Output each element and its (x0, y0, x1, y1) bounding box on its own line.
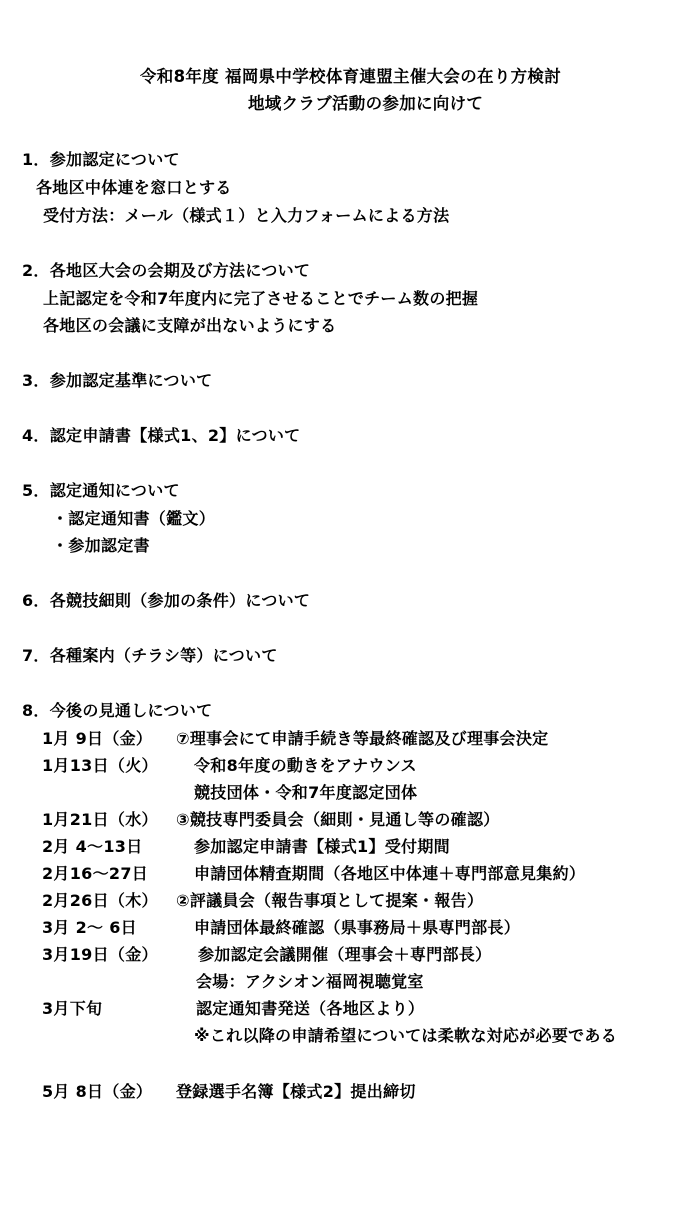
schedule-event: 会場：アクシオン福岡視聴覚室 (196, 972, 424, 991)
schedule-event: ②評議員会（報告事項として提案・報告） (176, 891, 484, 910)
schedule-date: 2月26日（木） (42, 891, 158, 910)
section-8-heading: 8．今後の見通しについて (22, 701, 213, 720)
title-line-1: 令和8年度 福岡県中学校体育連盟主催大会の在り方検討 (140, 67, 562, 86)
schedule-date: 1月21日（水） (42, 810, 158, 829)
section-7-heading: 7．各種案内（チラシ等）について (22, 646, 278, 665)
section-5-heading: 5．認定通知について (22, 481, 180, 500)
section-1-heading: 1．参加認定について (22, 150, 180, 169)
schedule-date: 1月13日（火） (42, 756, 158, 775)
section-5-item-1: ・認定通知書（鑑文） (52, 509, 216, 528)
section-4-heading: 4．認定申請書【様式1、2】について (22, 426, 301, 445)
schedule-event: 認定通知書発送（各地区より） (196, 999, 425, 1018)
section-3-heading: 3．参加認定基準について (22, 371, 213, 390)
schedule-event: ⑦理事会にて申請手続き等最終確認及び理事会決定 (176, 729, 549, 748)
schedule-event: ③競技専門委員会（細則・見通し等の確認） (176, 810, 500, 829)
schedule-event: 令和8年度の動きをアナウンス (194, 756, 417, 775)
schedule-date: 3月下旬 (42, 999, 103, 1018)
section-5-item-2: ・参加認定書 (52, 536, 150, 555)
deadline-event: 登録選手名簿【様式2】提出締切 (176, 1082, 416, 1101)
section-2-line-1: 上記認定を令和7年度内に完了させることでチーム数の把握 (43, 289, 479, 308)
schedule-event: 申請団体精査期間（各地区中体連＋専門部意見集約） (194, 864, 586, 883)
schedule-date: 3月 2～ 6日 (42, 918, 137, 937)
schedule-event: 参加認定会議開催（理事会＋専門部長） (198, 945, 492, 964)
section-6-heading: 6．各競技細則（参加の条件）について (22, 591, 311, 610)
section-1-line-1: 各地区中体連を窓口とする (36, 178, 232, 197)
schedule-date: 1月 9日（金） (42, 729, 153, 748)
section-1-line-2: 受付方法：メール（様式１）と入力フォームによる方法 (43, 206, 450, 225)
schedule-date: 2月16～27日 (42, 864, 149, 883)
deadline-date: 5月 8日（金） (42, 1082, 153, 1101)
schedule-event: 申請団体最終確認（県事務局＋県専門部長） (194, 918, 521, 937)
section-2-heading: 2．各地区大会の会期及び方法について (22, 261, 311, 280)
schedule-event: 競技団体・令和7年度認定団体 (194, 783, 418, 802)
schedule-date: 3月19日（金） (42, 945, 158, 964)
title-line-2: 地域クラブ活動の参加に向けて (248, 94, 484, 113)
section-2-line-2: 各地区の会議に支障が出ないようにする (43, 316, 337, 335)
schedule-event: 参加認定申請書【様式1】受付期間 (194, 837, 450, 856)
schedule-event: ※これ以降の申請希望については柔軟な対応が必要である (194, 1026, 618, 1045)
schedule-date: 2月 4～13日 (42, 837, 143, 856)
